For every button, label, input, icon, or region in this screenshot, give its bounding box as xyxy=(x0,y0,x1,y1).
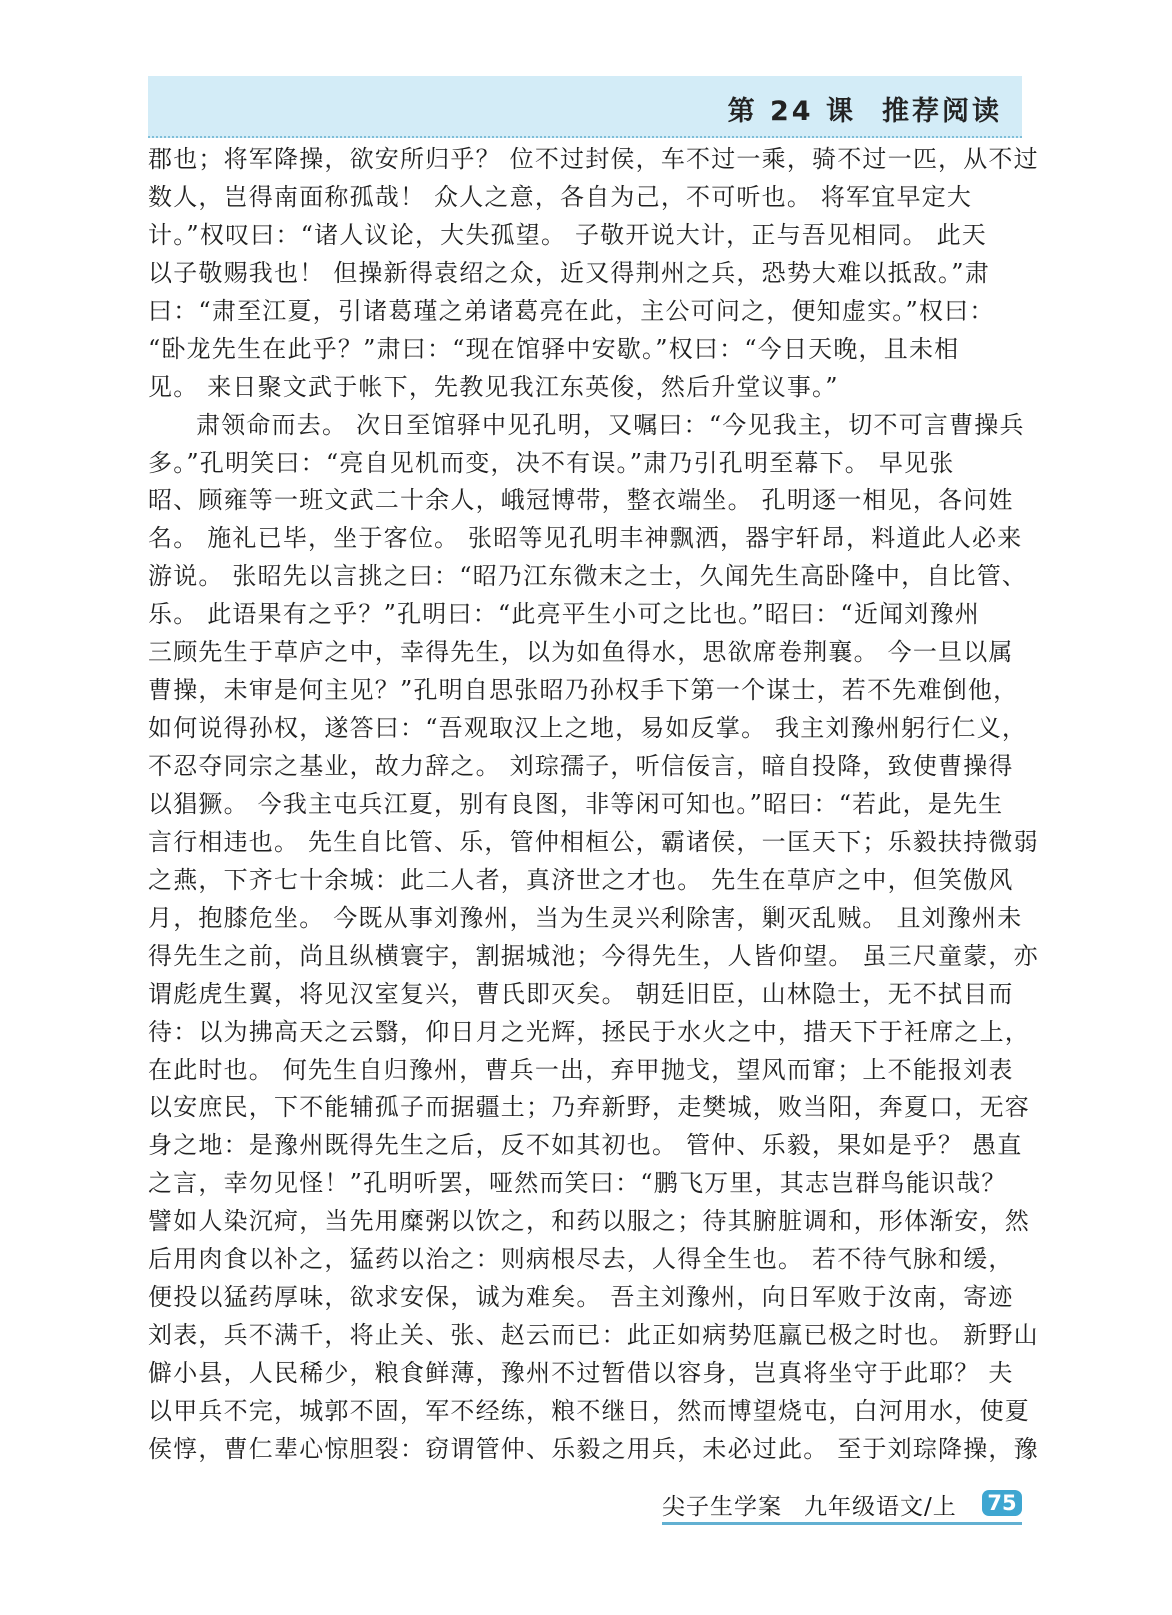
page-footer xyxy=(662,1488,1022,1525)
text-line: 数人，岂得南面称孤哉！ 众人之意，各自为己，不可听也。 将军宜早定大 xyxy=(148,182,973,211)
header-band xyxy=(148,76,1022,138)
text-line: 后用肉食以补之，猛药以治之：则病根尽去，人得全生也。 若不待气脉和缓， xyxy=(148,1245,1014,1274)
text-line: 之言，幸勿见怪！”孔明听罢，哑然而笑曰：“鹏飞万里，其志岂群鸟能识哉？ xyxy=(148,1169,1007,1198)
text-line: 侯惇，曹仁辈心惊胆裂：窃谓管仲、乐毅之用兵，未必过此。 至于刘琮降操，豫 xyxy=(148,1434,1039,1463)
text-line: 刘表，兵不满千，将止关、张、赵云而已：此正如病势尫羸已极之时也。 新野山 xyxy=(148,1321,1039,1350)
text-line: 僻小县，人民稀少，粮食鲜薄，豫州不过暂借以容身，岂真将坐守于此耶？ 夫 xyxy=(148,1359,1014,1387)
text-line: 谓彪虎生翼，将见汉室复兴，曹氏即灭矣。 朝廷旧臣，山林隐士，无不拭目而 xyxy=(148,979,1014,1008)
text-line: 月，抱膝危坐。 今既从事刘豫州，当为生灵兴利除害，剿灭乱贼。 且刘豫州未 xyxy=(148,903,1023,932)
text-line: 便投以猛药厚味，欲求安保，诚为难矣。 吾主刘豫州，向日军败于汝南，寄迹 xyxy=(148,1283,1014,1312)
text-line: 郡也；将军降操，欲安所归乎？ 位不过封侯，车不过一乘，骑不过一匹，从不过 xyxy=(148,145,1039,173)
text-line: 身之地：是豫州既得先生之后，反不如其初也。 管仲、乐毅，果如是乎？ 愚直 xyxy=(148,1131,1023,1160)
course-name: 九年级语文/上 xyxy=(804,1494,957,1520)
body-text xyxy=(148,141,1039,1469)
text-line: 见。 来日聚文武于帐下，先教见我江东英俊，然后升堂议事。” xyxy=(148,372,839,401)
text-line: 言行相违也。 先生自比管、乐，管仲相桓公，霸诸侯，一匡天下；乐毅扶持微弱 xyxy=(148,827,1039,856)
text-line: 以甲兵不完，城郭不固，军不经练，粮不继日，然而博望烧屯，白河用水，使夏 xyxy=(148,1396,1030,1425)
publisher-name: 尖子生学案 xyxy=(662,1494,782,1520)
text-line: 以猖獗。 今我主屯兵江夏，别有良图，非等闲可知也。”昭曰：“若此，是先生 xyxy=(148,789,1004,818)
text-line: 多。”孔明笑曰：“亮自见机而变，决不有误。”肃乃引孔明至幕下。 早见张 xyxy=(148,448,955,477)
page-header-title xyxy=(728,89,1002,128)
lesson-number: 第 24 课 xyxy=(727,96,856,127)
text-line: 得先生之前，尚且纵横寰宇，割据城池；今得先生，人皆仰望。 虽三尺童蒙，亦 xyxy=(148,941,1039,970)
text-line: 计。”权叹曰：“诸人议论，大失孤望。 子敬开说大计，正与吾见相同。 此天 xyxy=(148,220,987,249)
text-line: 肃领命而去。 次日至馆驿中见孔明，又嘱曰：“今见我主，切不可言曹操兵 xyxy=(196,410,1025,439)
text-line: 如何说得孙权，遂答曰：“吾观取汉上之地，易如反掌。 我主刘豫州躬行仁义， xyxy=(148,714,1028,743)
footer-text xyxy=(662,1488,957,1521)
text-line: 在此时也。 何先生自归豫州，曹兵一出，弃甲抛戈，望风而窜；上不能报刘表 xyxy=(148,1055,1014,1084)
text-line: 待：以为拂高天之云翳，仰日月之光辉，拯民于水火之中，措天下于衽席之上， xyxy=(148,1017,1030,1046)
text-line: 不忍夺同宗之基业，故力辞之。 刘琮孺子，听信佞言，暗自投降，致使曹操得 xyxy=(148,752,1014,780)
text-line: 以子敬赐我也！ 但操新得袁绍之众，近又得荆州之兵，恐势大难以抵敌。”肃 xyxy=(148,258,990,287)
text-line: “卧龙先生在此乎？”肃曰：“现在馆驿中安歇。”权曰：“今日天晚，且未相 xyxy=(148,334,960,363)
text-line: 名。 施礼已毕，坐于客位。 张昭等见孔明丰神飘洒，器宇轩昂，料道此人必来 xyxy=(148,524,1023,553)
text-line: 游说。 张昭先以言挑之曰：“昭乃江东微末之士，久闻先生高卧隆中，自比管、 xyxy=(148,562,1028,591)
text-line: 三顾先生于草庐之中，幸得先生，以为如鱼得水，思欲席卷荆襄。 今一旦以属 xyxy=(148,638,1014,667)
text-line: 昭、顾雍等一班文武二十余人，峨冠博带，整衣端坐。 孔明逐一相见，各问姓 xyxy=(148,486,1014,515)
text-line: 之燕，下齐七十余城：此二人者，真济世之才也。 先生在草庐之中，但笑傲风 xyxy=(148,865,1014,894)
text-line: 乐。 此语果有之乎？”孔明曰：“此亮平生小可之比也。”昭曰：“近闻刘豫州 xyxy=(148,600,980,629)
section-title: 推荐阅读 xyxy=(882,96,1002,127)
text-line: 曹操，未审是何主见？”孔明自思张昭乃孙权手下第一个谋士，若不先难倒他， xyxy=(148,676,1019,705)
text-line: 譬如人染沉疴，当先用糜粥以饮之，和药以服之；待其腑脏调和，形体渐安，然 xyxy=(148,1207,1030,1236)
page-number: 75 xyxy=(982,1490,1022,1516)
text-line: 曰：“肃至江夏，引诸葛瑾之弟诸葛亮在此，主公可问之，便知虚实。”权曰： xyxy=(148,296,995,325)
text-line: 以安庶民，下不能辅孤子而据疆土；乃弃新野，走樊城，败当阳，奔夏口，无容 xyxy=(148,1093,1030,1122)
